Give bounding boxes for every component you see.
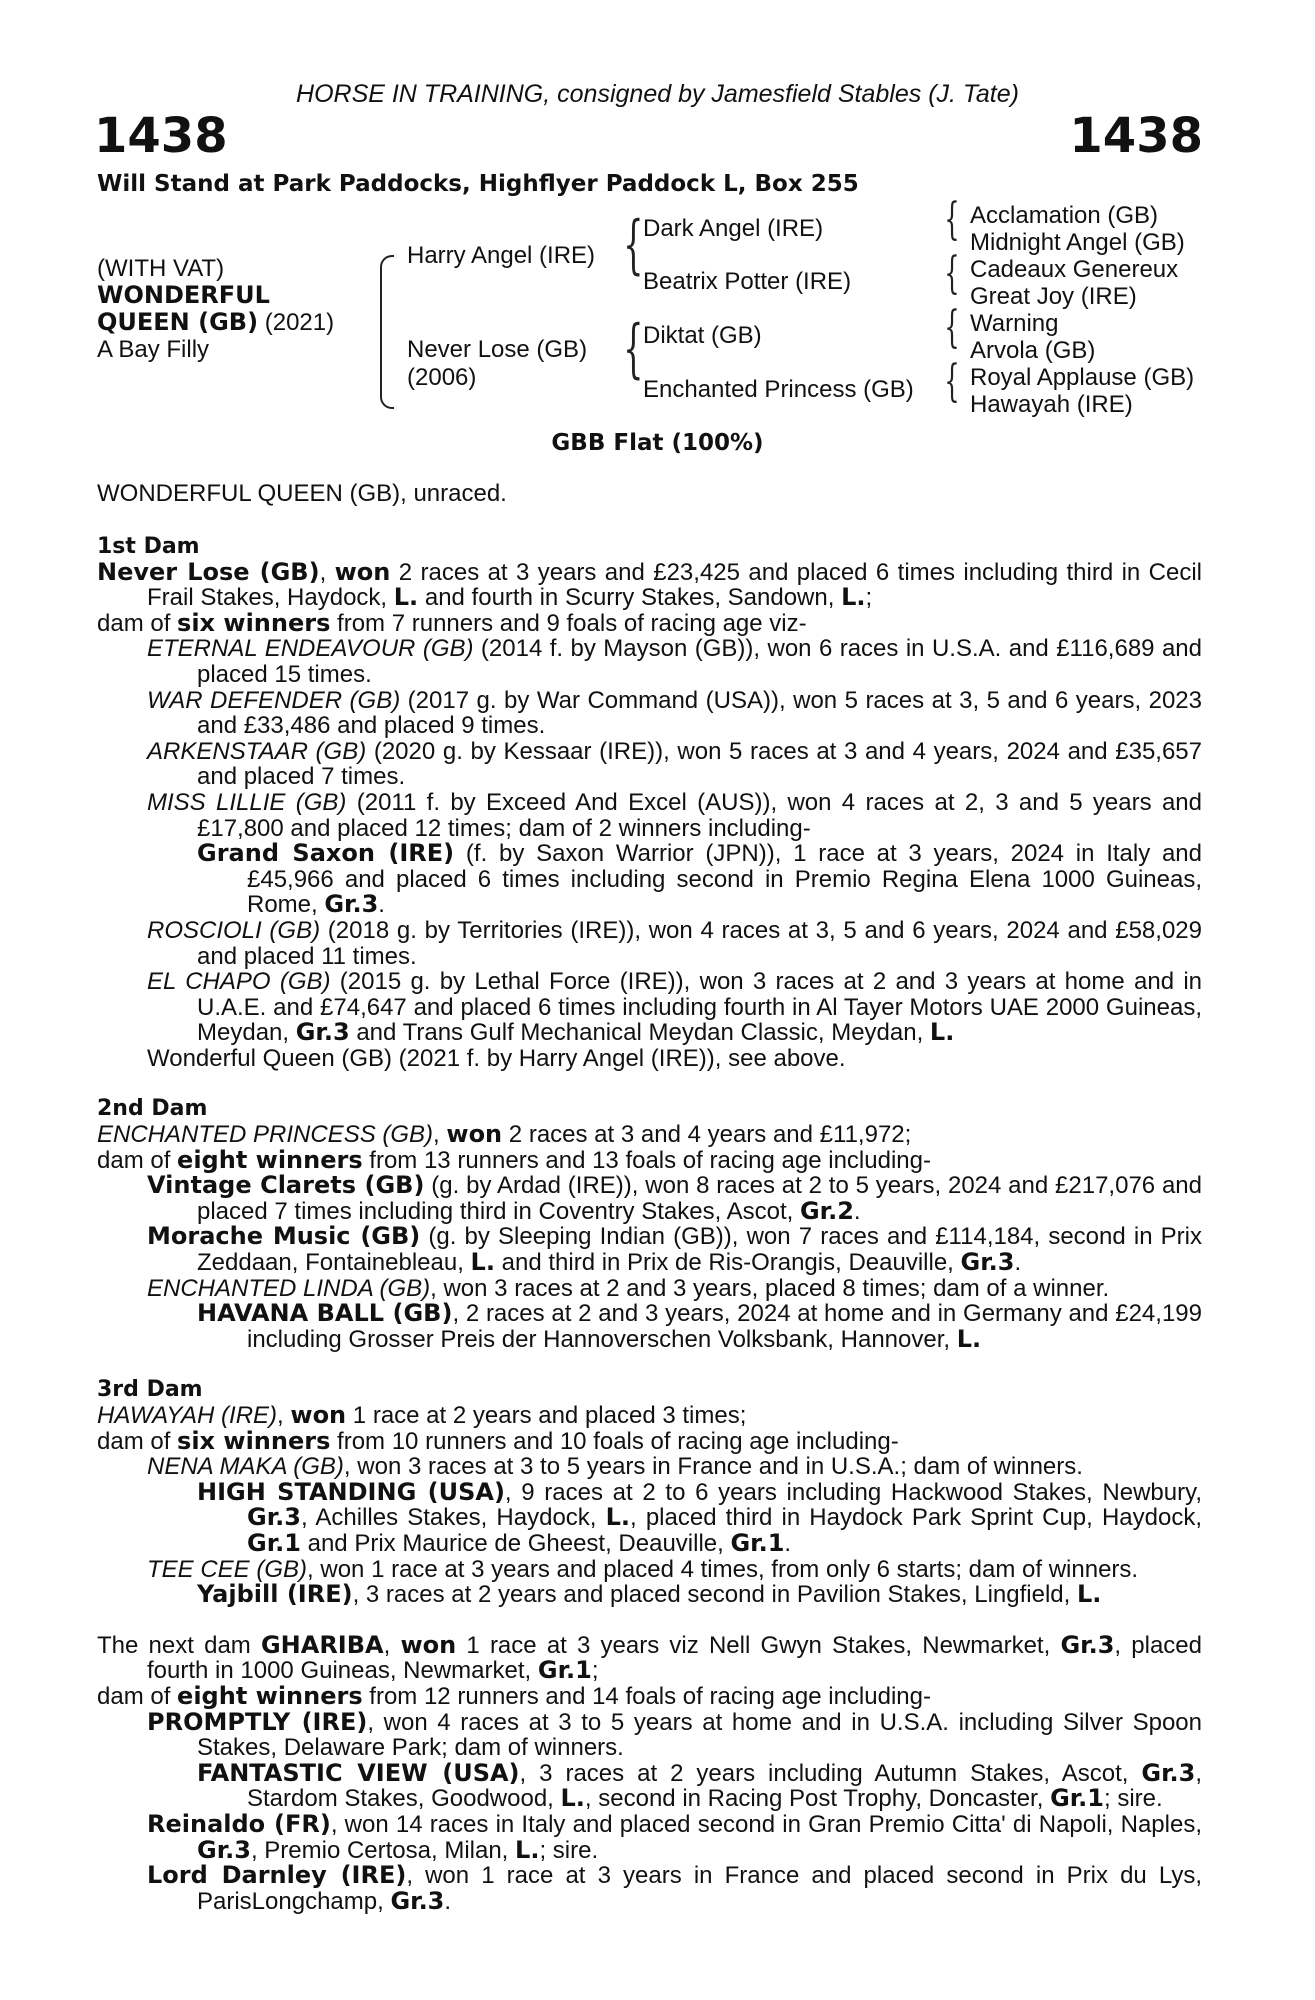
produce-name: NENA MAKA (GB): [147, 1453, 344, 1481]
group-mark: Gr.3: [247, 1503, 301, 1532]
granddam-line-4: Great Joy (IRE): [970, 283, 1137, 310]
text: dam of: [97, 1427, 178, 1455]
next-dam-summary: The next dam GHARIBA, won 1 race at 3 years viz Nell Gwyn Stakes, Newmarket, Gr.3, placed fourth in 1000 Guineas, Newmarket, Gr.1;: [97, 1630, 1202, 1685]
listed-mark: L.: [841, 583, 866, 612]
text: from 12 runners and 14 foals of racing age including-: [362, 1682, 931, 1710]
second-dam-name: ENCHANTED PRINCESS (GB): [97, 1121, 434, 1149]
produce-entry: [147, 739, 1202, 790]
listed-mark: L.: [515, 1835, 540, 1864]
winners-count: eight winners: [177, 1681, 363, 1710]
text: ; sire.: [1104, 1785, 1163, 1813]
text: (2018 g. by Territories (IRE)), won 4 races at 3, 5 and 6 years, 2024 and £58,029 and placed 11 times.: [197, 916, 1202, 970]
produce-name: Vintage Clarets (GB): [147, 1171, 425, 1200]
produce-entry: [147, 1276, 1202, 1302]
text: .: [378, 891, 385, 919]
produce-name: ENCHANTED LINDA (GB): [147, 1274, 431, 1302]
produce-name: HIGH STANDING (USA): [197, 1477, 505, 1506]
text: ;: [591, 1657, 599, 1685]
group-mark: Gr.2: [799, 1196, 854, 1225]
produce-name: TEE CEE (GB): [147, 1555, 308, 1583]
text: .: [853, 1197, 861, 1225]
produce-name: MISS LILLIE (GB): [147, 788, 347, 816]
horse-name-line1: WONDERFUL: [97, 281, 270, 309]
second-dam-summary: ENCHANTED PRINCESS (GB), won 2 races at 3 and 4 years and £11,972;: [97, 1120, 912, 1149]
produce-name: HAVANA BALL (GB): [197, 1299, 453, 1328]
second-dam-heading: 2nd Dam: [97, 1096, 208, 1122]
won-label: won: [400, 1630, 457, 1659]
text: ; sire.: [539, 1836, 599, 1864]
produce-entry: [197, 1758, 1202, 1813]
text: (2011 f. by Exceed And Excel (AUS)), won 4 races at 2, 3 and 5 years and £17,800 and placed 12 times; dam of 2 winners including-: [197, 788, 1202, 842]
dam: Never Lose (GB): [407, 336, 588, 363]
vat-note: (WITH VAT): [97, 255, 225, 282]
winners-count: eight winners: [177, 1145, 363, 1174]
third-dam-name: HAWAYAH (IRE): [97, 1402, 278, 1429]
granddam-line-3: Cadeaux Genereux: [970, 256, 1179, 283]
text: and fourth in Scurry Stakes, Sandown,: [418, 584, 842, 612]
text: from 10 runners and 10 foals of racing age including-: [330, 1427, 899, 1455]
text: dam of: [97, 609, 178, 637]
text: , won 14 races in Italy and placed second in Gran Premio Citta' di Napoli, Naples,: [330, 1810, 1202, 1838]
lot-number-left: 1438: [94, 108, 228, 164]
produce-entry: [197, 841, 1202, 918]
group-mark: Gr.1: [537, 1656, 592, 1685]
granddam-line-2: Midnight Angel (GB): [970, 229, 1185, 256]
bracket-g2: {: [944, 248, 960, 299]
group-mark: Gr.3: [197, 1835, 251, 1864]
produce-entry: [197, 1301, 1202, 1352]
won-label: won: [334, 557, 391, 586]
text: .: [444, 1887, 452, 1915]
text: 1 race at 2 years and placed 3 times;: [346, 1402, 747, 1429]
produce-entry: [147, 636, 1202, 687]
horse-name-line2: QUEEN (GB): [97, 308, 259, 336]
dam-dam: Enchanted Princess (GB): [643, 376, 914, 403]
stabling-location: Will Stand at Park Paddocks, Highflyer Paddock L, Box 255: [97, 171, 859, 197]
produce-name: ROSCIOLI (GB): [147, 916, 321, 944]
bracket-g4: {: [944, 356, 960, 407]
group-mark: Gr.3: [1060, 1630, 1115, 1659]
produce-name: Grand Saxon (IRE): [197, 839, 455, 868]
lot-number-right: 1438: [1069, 108, 1203, 164]
granddam-line-1: Acclamation (GB): [970, 202, 1159, 229]
produce-name: WAR DEFENDER (GB): [147, 686, 401, 714]
text: and third in Prix de Ris-Orangis, Deauville,: [494, 1249, 961, 1277]
produce-entry: [147, 1173, 1202, 1224]
text: (f. by Saxon Warrior (JPN)), 1 race at 3 years, 2024 in Italy and £45,966 and placed 6 times including second in Premio Regina Elena 1000 Guineas, Rome,: [247, 840, 1203, 919]
group-mark: Gr.3: [1141, 1758, 1196, 1787]
listed-mark: L.: [929, 1018, 955, 1047]
text: , 3 races at 2 years and placed second in Pavilion Stakes, Lingfield,: [352, 1581, 1077, 1609]
group-mark: Gr.3: [960, 1248, 1015, 1277]
text: , Achilles Stakes, Haydock,: [300, 1504, 606, 1532]
won-label: won: [446, 1120, 503, 1149]
dam-year: (2006): [407, 364, 477, 391]
granddam-line-5: Warning: [970, 310, 1059, 337]
listed-mark: L.: [605, 1503, 631, 1532]
unraced-note: WONDERFUL QUEEN (GB), unraced.: [97, 480, 507, 507]
produce-entry: [147, 1863, 1202, 1914]
text: 1 race at 3 years viz Nell Gwyn Stakes, Newmarket,: [456, 1631, 1061, 1659]
bracket-sire: {: [623, 208, 644, 282]
text: , won 3 races at 2 and 3 years, placed 8 times; dam of a winner.: [430, 1274, 1110, 1302]
text: , 3 races at 2 years including Autumn Stakes, Ascot,: [519, 1759, 1142, 1787]
text: (g. by Sleeping Indian (GB)), won 7 races and £114,184, second in Prix Zeddaan, Fontainebleau,: [197, 1223, 1203, 1277]
produce-name: Yajbill (IRE): [197, 1580, 353, 1609]
produce-entry: [147, 688, 1202, 739]
produce-entry: Wonderful Queen (GB) (2021 f. by Harry Angel (IRE)), see above.: [147, 1044, 846, 1072]
bracket-g1: {: [944, 194, 960, 245]
text: .: [1014, 1249, 1022, 1277]
produce-name: ETERNAL ENDEAVOUR (GB): [147, 635, 474, 663]
listed-mark: L.: [956, 1324, 982, 1353]
winners-count: six winners: [177, 608, 331, 637]
text: and Prix Maurice de Gheest, Deauville,: [300, 1529, 731, 1557]
granddam-line-6: Arvola (GB): [970, 337, 1096, 364]
produce-entry: [147, 918, 1202, 969]
text: (g. by Ardad (IRE)), won 8 races at 2 to 5 years, 2024 and £217,076 and placed 7 times including third in Coventry Stakes, Ascot,: [197, 1172, 1203, 1225]
first-dam-heading: 1st Dam: [97, 534, 200, 559]
text: The next dam: [97, 1631, 261, 1659]
produce-entry: [197, 1582, 1202, 1608]
group-mark: Gr.1: [1050, 1784, 1104, 1813]
gbb-rating: GBB Flat (100%): [551, 430, 764, 456]
text: , Premio Certosa, Milan,: [250, 1836, 516, 1864]
text: (2014 f. by Mayson (GB)), won 6 races in U.S.A. and £116,689 and placed 15 times.: [197, 635, 1202, 688]
text: , won 1 race at 3 years in France and placed second in Prix du Lys, ParisLongchamp,: [197, 1862, 1202, 1915]
sire: Harry Angel (IRE): [407, 242, 596, 269]
first-dam-summary: Never Lose (GB), won 2 races at 3 years and £23,425 and placed 6 times including third in Cecil Frail Stakes, Haydock, L. and fourth in Scurry Stakes, Sandown, L.;: [97, 557, 1202, 612]
text: , won 1 race at 3 years and placed 4 times, from only 6 starts; dam of winners.: [307, 1555, 1139, 1583]
produce-name: ARKENSTAAR (GB): [147, 737, 367, 765]
produce-entry: [147, 969, 1202, 1046]
text: ;: [865, 584, 873, 612]
sire-sire: Dark Angel (IRE): [643, 215, 824, 242]
produce-entry: [147, 790, 1202, 841]
granddam-line-8: Hawayah (IRE): [970, 391, 1133, 418]
bracket-dam: {: [623, 312, 644, 386]
won-label: won: [290, 1401, 347, 1429]
text: (2020 g. by Kessaar (IRE)), won 5 races at 3 and 4 years, 2024 and £35,657 and placed 7 times.: [197, 737, 1203, 791]
produce-name: Reinaldo (FR): [147, 1809, 331, 1838]
text: dam of: [97, 1146, 178, 1174]
third-dam-summary: HAWAYAH (IRE), won 1 race at 2 years and placed 3 times;: [97, 1401, 747, 1429]
text: , 9 races at 2 to 6 years including Hackwood Stakes, Newbury,: [504, 1478, 1202, 1506]
listed-mark: L.: [560, 1784, 585, 1813]
produce-entry: [147, 1557, 1202, 1583]
text: , 2 races at 2 and 3 years, 2024 at home and in Germany and £24,199 including Grosser Preis der Hannoverschen Volksbank, Hannover,: [247, 1300, 1202, 1353]
listed-mark: L.: [393, 583, 419, 612]
catalogue-body: [97, 534, 1202, 1914]
horse-name-line2-wrap: [97, 309, 334, 336]
text: , Stardom Stakes, Goodwood,: [247, 1759, 1202, 1813]
text: (2017 g. by War Command (USA)), won 5 races at 3, 5 and 6 years, 2023 and £33,486 and placed 9 times.: [197, 686, 1203, 740]
consignment-line: HORSE IN TRAINING, consigned by Jamesfield Stables (J. Tate): [296, 80, 1019, 108]
produce-name: FANTASTIC VIEW (USA): [197, 1758, 520, 1787]
third-dam-heading: 3rd Dam: [97, 1377, 203, 1403]
listed-mark: L.: [470, 1248, 495, 1277]
text: , second in Racing Post Trophy, Doncaster,: [584, 1785, 1051, 1813]
bracket-g3: {: [944, 302, 960, 353]
next-dam-name: GHARIBA: [260, 1630, 384, 1659]
group-mark: Gr.1: [247, 1528, 301, 1557]
produce-entry: [147, 1224, 1202, 1275]
listed-mark: L.: [1077, 1580, 1102, 1609]
group-mark: Gr.3: [295, 1018, 350, 1047]
group-mark: Gr.1: [730, 1528, 785, 1557]
winners-count: six winners: [177, 1426, 331, 1455]
produce-name: PROMPTLY (IRE): [147, 1707, 368, 1736]
group-mark: Gr.3: [390, 1886, 445, 1915]
text: , won 3 races at 3 to 5 years in France and in U.S.A.; dam of winners.: [343, 1453, 1083, 1481]
text: from 7 runners and 9 foals of racing age viz-: [330, 609, 807, 637]
text: , placed third in Haydock Park Sprint Cup, Haydock,: [630, 1504, 1202, 1532]
produce-entry: [147, 1707, 1202, 1762]
group-mark: Gr.3: [324, 890, 379, 919]
produce-entry: [147, 1809, 1202, 1864]
produce-name: Morache Music (GB): [147, 1222, 421, 1251]
first-dam-name: Never Lose (GB): [97, 557, 320, 586]
text: and Trans Gulf Mechanical Meydan Classic, Meydan,: [349, 1019, 930, 1047]
horse-year: (2021): [258, 309, 335, 336]
text: from 13 runners and 13 foals of racing age including-: [362, 1146, 931, 1174]
granddam-line-7: Royal Applause (GB): [970, 364, 1195, 391]
sire-dam: Beatrix Potter (IRE): [643, 268, 852, 295]
text: dam of: [97, 1682, 178, 1710]
produce-entry: [147, 1454, 1202, 1480]
second-dam-produce-summary: [97, 1145, 1202, 1174]
produce-name: Lord Darnley (IRE): [147, 1861, 407, 1890]
next-dam-produce-summary: [97, 1681, 1202, 1710]
pedigree-bracket-main: [380, 255, 394, 409]
produce-name: EL CHAPO (GB): [147, 968, 331, 996]
third-dam-produce-summary: [97, 1426, 1202, 1455]
text: 2 races at 3 years and £23,425 and placed 6 times including third in Cecil Frail Stakes, Haydock,: [147, 558, 1202, 612]
produce-entry: [197, 1477, 1202, 1557]
dam-sire: Diktat (GB): [643, 322, 762, 349]
first-dam-produce-summary: [97, 608, 1202, 637]
text: 2 races at 3 and 4 years and £11,972;: [502, 1121, 912, 1149]
text: , placed fourth in 1000 Guineas, Newmarket,: [147, 1631, 1202, 1685]
text: , won 4 races at 3 to 5 years at home and in U.S.A. including Silver Spoon Stakes, Delaware Park; dam of winners.: [197, 1708, 1202, 1762]
text: .: [784, 1529, 792, 1557]
horse-description: A Bay Filly: [97, 336, 210, 363]
text: (2015 g. by Lethal Force (IRE)), won 3 races at 2 and 3 years at home and in U.A.E. and £74,647 and placed 6 times including fourth in Al Tayer Motors UAE 2000 Guineas, Meydan,: [197, 968, 1203, 1047]
